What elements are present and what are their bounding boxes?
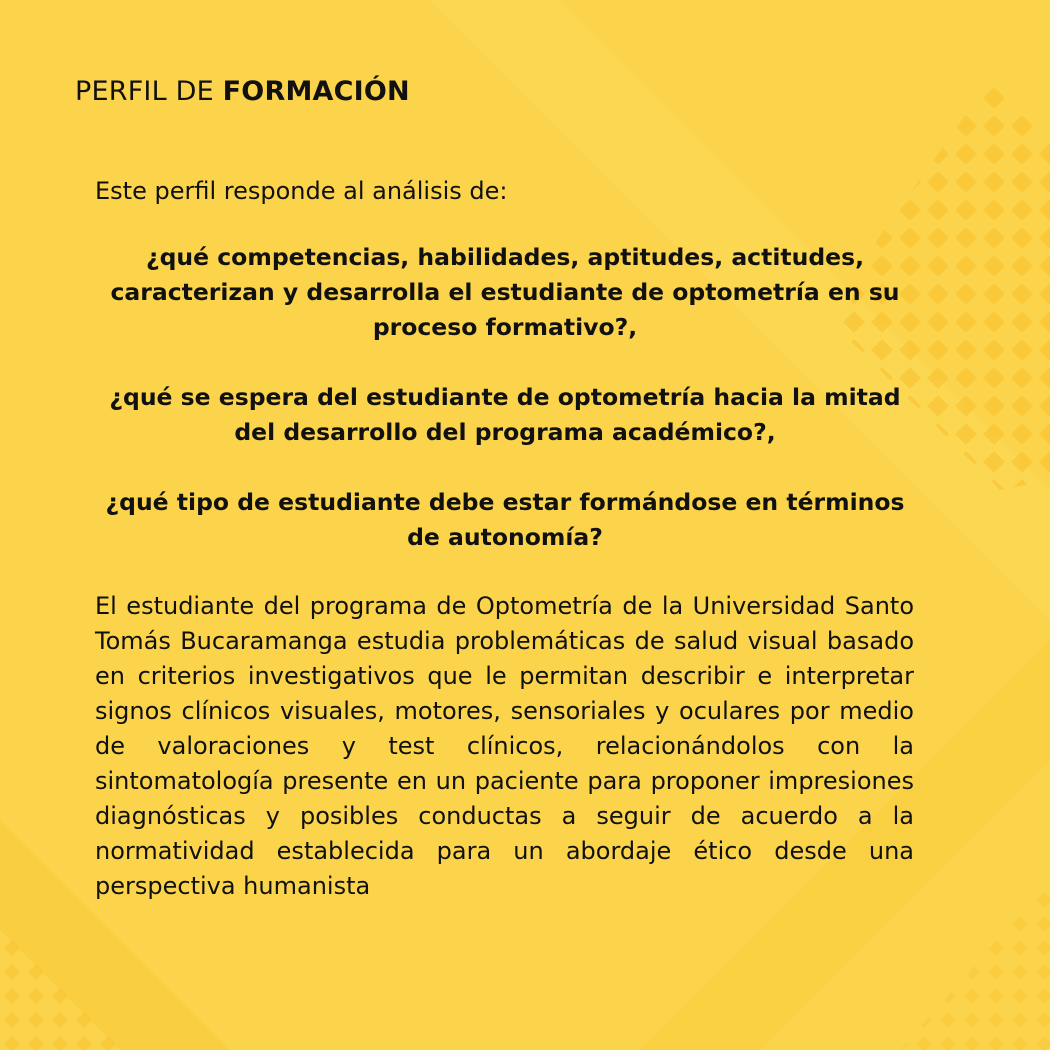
question-3: ¿qué tipo de estudiante debe estar formándose en términos de autonomía?	[105, 488, 905, 551]
page-title	[75, 76, 410, 107]
question-2: ¿qué se espera del estudiante de optometría hacia la mitad del desarrollo del programa académico?,	[109, 383, 901, 446]
intro-text: Este perfil responde al análisis de:	[95, 177, 508, 205]
title-prefix: PERFIL DE	[75, 76, 223, 107]
question-1: ¿qué competencias, habilidades, aptitudes, actitudes, caracterizan y desarrolla el estudiante de optometría en su proceso formativo?,	[110, 243, 900, 341]
profile-paragraph: El estudiante del programa de Optometría de la Universidad Santo Tomás Bucaramanga estudia problemáticas de salud visual basado en criterios investigativos que le permitan describir e interpretar signos clínicos visuales, motores, sensoriales y oculares por medio de valoraciones y test clínicos, relacionándolos con la sintomatología presente en un paciente para proponer impresiones diagnósticas y posibles conductas a seguir de acuerdo a la normatividad establecida para un abordaje ético desde una perspectiva humanista	[95, 592, 914, 900]
title-bold: FORMACIÓN	[222, 76, 410, 107]
